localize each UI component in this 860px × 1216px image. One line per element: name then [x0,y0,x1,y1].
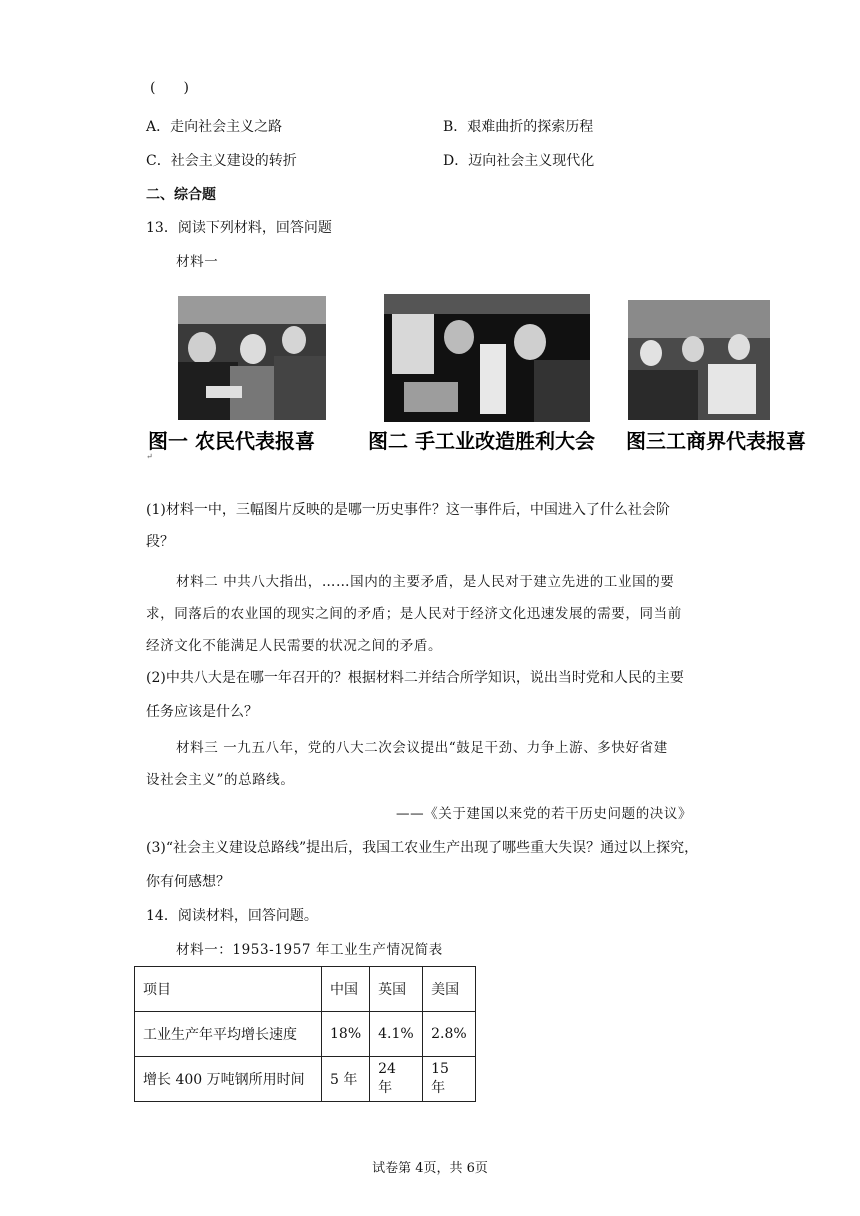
q13-sub3-line1: (3)“社会主义建设总路线”提出后，我国工农业生产出现了哪些重大失误？通过以上探究， [146,840,699,856]
option-a: A．走向社会主义之路 [146,119,283,135]
option-d: D．迈向社会主义现代化 [443,153,595,169]
q13-stem: 13．阅读下列材料，回答问题 [146,220,332,236]
material3-line1: 材料三 一九五八年，党的八大二次会议提出“鼓足干劲、力争上游、多快好省建 [176,740,668,756]
industrial-production-table [134,966,476,1102]
photo-farmer-representatives [178,296,326,420]
material3-source: ——《关于建国以来党的若干历史问题的决议》 [396,806,693,822]
material1-label: 材料一 [176,254,219,270]
table-cell: 4.1% [370,1012,423,1057]
material2-line3: 经济文化不能满足人民需要的状况之间的矛盾。 [146,638,443,654]
q13-sub3-line2: 你有何感想？ [146,874,230,890]
material3-line2: 设社会主义”的总路线。 [146,772,295,788]
caption-fig1: 图一 农民代表报喜 [148,429,315,453]
table-cell: 24 年 [370,1057,423,1102]
q13-sub2-line2: 任务应该是什么？ [146,704,258,720]
section-title: 二、综合题 [146,187,216,203]
table-row [135,1057,476,1102]
return-mark: ↵ [146,452,153,461]
table-cell: 工业生产年平均增长速度 [135,1012,322,1057]
table-cell: 增长 400 万吨钢所用时间 [135,1057,322,1102]
table-cell: 5 年 [322,1057,370,1102]
table-cell: 18% [322,1012,370,1057]
caption-fig2: 图二 手工业改造胜利大会 [368,429,595,453]
table-header-cell: 英国 [370,967,423,1012]
option-c: C．社会主义建设的转折 [146,153,297,169]
table-cell: 15 年 [423,1057,476,1102]
page-footer: 试卷第 4页，共 6页 [372,1161,488,1176]
table-header-row [135,967,476,1012]
q13-sub1-line2: 段？ [146,534,174,550]
table-header-cell: 项目 [135,967,322,1012]
option-b: B．艰难曲折的探索历程 [443,119,594,135]
table-cell: 2.8% [423,1012,476,1057]
q14-material1-title: 材料一：1953-1957 年工业生产情况简表 [176,942,443,958]
photo-handicraft-rally [384,294,590,422]
table-header-cell: 美国 [423,967,476,1012]
q13-sub1-line1: (1)材料一中，三幅图片反映的是哪一历史事件？这一事件后，中国进入了什么社会阶 [146,502,670,518]
table-row [135,1012,476,1057]
q13-sub2-line1: (2)中共八大是在哪一年召开的？根据材料二并结合所学知识，说出当时党和人民的主要 [146,670,684,686]
caption-fig3: 图三工商界代表报喜 [626,429,806,453]
material2-line1: 材料二 中共八大指出，……国内的主要矛盾，是人民对于建立先进的工业国的要 [176,574,675,590]
material2-line2: 求，同落后的农业国的现实之间的矛盾；是人民对于经济文化迅速发展的需要，同当前 [146,606,682,622]
table-header-cell: 中国 [322,967,370,1012]
q14-stem: 14．阅读材料，回答问题。 [146,908,318,924]
answer-paren: ( ) [150,80,189,96]
photo-business-representatives [628,300,770,420]
